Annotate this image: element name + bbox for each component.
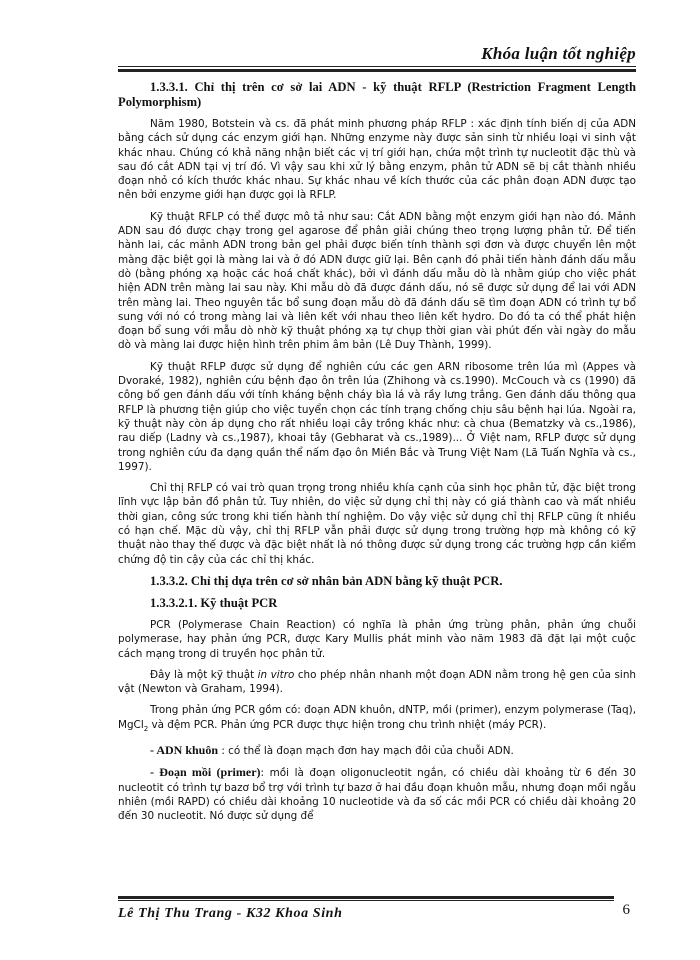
definition-template-dna: : có thể là đoạn mạch đơn hay mạch đôi của chuỗi ADN.: [221, 745, 514, 758]
pcr-components-rest: và đệm PCR. Phản ứng PCR được thực hiện trong chu trình nhiệt (máy PCR).: [151, 718, 547, 731]
header-rule-thick: [118, 69, 636, 72]
definition-primer: : mồi là đoạn oligonucleotit ngắn, có chiều dài khoảng từ 6 đến 30 nucleotit có trình tự bazơ bổ trợ với trình tự bazơ ở hai đầu đoạn khuôn mẫu, nhưng đoạn mồi ngẫu nhiên (mồi RAPD) có chiều dài khoảng 10 nucleotide và đa số các mồi PCR có chiều dài khoảng 20 đến 30 nucleotit. Nó được sử dụng để: [118, 767, 636, 823]
pcr-components-lead: Trong phản ứng PCR gồm có: đoạn ADN khuôn, dNTP, mồi (primer), enzym polymerase (Taq), MgCl: [118, 704, 636, 731]
header-rule-thin: [118, 66, 636, 67]
pcr-invitro-lead: Đây là một kỹ thuật: [150, 668, 255, 681]
document-body: [118, 80, 636, 831]
paragraph-rflp-applications: Kỹ thuật RFLP được sử dụng để nghiên cứu các gen ARN ribosome trên lúa mì (Appes và Dvoraké, 1982), nghiên cứu bệnh đạo ôn trên lúa (Zhihong và cs.1990). McCouch và cs (1990) đã công bố gen đánh dấu với tính kháng bệnh cháy bìa lá và rầy lưng trắng. Gen đánh dấu thông qua RFLP là phương tiện giúp cho việc tuyển chọn các tính trạng chống chịu sâu bệnh hại lúa. Ngoài ra, kỹ thuật này còn áp dụng cho rất nhiều loại cây trồng khác như: cà chua (Bematzky và cs.,1986), rau diếp (Ladny và cs.,1987), khoai tây (Gebharat và cs.,1989)... Ở Việt nam, RFLP được sử dụng trong nghiên cứu đa dạng quần thể nấm đạo ôn Miền Bắc và Trung Việt Nam (Lã Tuấn Nghĩa và cs., 1997).: [118, 360, 636, 473]
section-heading-pcr-markers: 1.3.3.2. Chỉ thị dựa trên cơ sở nhân bản ADN bằng kỹ thuật PCR.: [150, 573, 503, 588]
footer-rule-thin: [118, 900, 614, 901]
paragraph-rflp-technique: Kỹ thuật RFLP có thể được mô tả như sau: Cắt ADN bằng một enzym giới hạn nào đó. Mảnh ADN sau đó được chạy trong gel agarose để phân giải chúng theo trọng lượng phân tử. Để tiến hành lai, các mảnh ADN trong bản gel phải được biến tính thành sợi đơn và được chuyển lên một màng đặc biệt gọi là màng lai và ở đó ADN được giữ lại. Bên cạnh đó phải tiến hành đánh dấu mẫu dò (bằng phóng xạ hoặc các hoá chất khác), bởi vì đánh dấu mẫu dò là nhằm giúp cho việc phát hiện ADN trên màng lai sau này. Khi mẫu dò đã được đánh dấu, nó sẽ được sử dụng để lai với ADN trên màng lai. Theo nguyên tắc bổ sung đoạn mẫu dò đã đánh dấu sẽ tìm đoạn ADN có trình tự bổ sung với nó có trong màng lai và liên kết với nhau theo liên kết hydro. Do đó ta có thể phát hiện đoạn bổ sung với mẫu dò nhờ kỹ thuật phóng xạ tự chụp thời gian vài phút đến vài ngày do mẫu dò và màng lai được hiện hình trên phim âm bản (Lê Duy Thành, 1999).: [118, 210, 636, 352]
pcr-invitro-italic: in vitro: [257, 668, 295, 681]
paragraph-pcr-definition: PCR (Polymerase Chain Reaction) có nghĩa là phản ứng trùng phân, phản ứng chuỗi polymerase, hay phản ứng PCR, được Kary Mullis phát minh vào năm 1983 đã đặt lại một cuộc cách mạng trong di truyền học phân tử.: [118, 618, 636, 660]
section-heading-rflp: 1.3.3.1. Chỉ thị trên cơ sở lai ADN - kỹ thuật RFLP (Restriction Fragment Length Polymorphism): [118, 80, 636, 109]
paragraph-pcr-components: [118, 703, 636, 736]
page-number: 6: [622, 902, 630, 918]
term-primer: - Đoạn mồi (primer): [150, 765, 261, 780]
pcr-invitro-rest: cho phép nhân nhanh một đoạn ADN nằm trong hệ gen của sinh vật (Newton và Graham, 1994).: [118, 668, 636, 696]
list-item-template-dna: [118, 743, 636, 758]
footer-author: Lê Thị Thu Trang - K32 Khoa Sinh: [118, 906, 343, 921]
paragraph-rflp-role: Chỉ thị RFLP có vai trò quan trọng trong nhiều khía cạnh của sinh học phân tử, đặc biệt trong lĩnh vực lập bản đồ phân tử. Tuy nhiên, do việc sử dụng chỉ thị này có giá thành cao và mất nhiều thời gian, công sức trong khi tiến hành thí nghiệm. Do vậy việc sử dụng chỉ thị RFLP cũng ít nhiều có hạn chế. Mặc dù vậy, chỉ thị RFLP vẫn phải được sử dụng trong trường hợp mà không có kỹ thuật nào thay thế được và đặc biệt nhất là nó thông được sử dụng trong các trường hợp cần kiểm chứng độ tin cậy của các chỉ thị khác.: [118, 482, 636, 566]
footer-rule-thick: [118, 896, 614, 899]
mgcl2-subscript: 2: [143, 724, 149, 733]
list-item-primer: [118, 765, 636, 823]
paragraph-rflp-discovery: Năm 1980, Botstein và cs. đã phát minh phương pháp RFLP : xác định tính biến dị của ADN bằng cách sử dụng các enzym giới hạn. Những enzyme này được sản sinh từ nhiều loại vi sinh vật khác nhau. Chúng có khả năng nhận biết các vị trí giới hạn, chứa một trình tự nucleotit đặc thù và sau đó cắt ADN tại vị trí đó. Vì vậy sau khi xử lý bằng enzym, phân tử ADN sẽ bị cắt thành nhiều đoạn nhỏ có kích thước khác nhau. Sự khác nhau về kích thước của các phân đoạn ADN được tạo nên bởi enzyme giới hạn được gọi là RFLP.: [118, 118, 636, 202]
page-header-title: Khóa luận tốt nghiệp: [481, 44, 636, 63]
paragraph-pcr-invitro: [118, 668, 636, 697]
term-template-dna: - ADN khuôn: [150, 743, 219, 758]
section-heading-pcr-technique: 1.3.3.2.1. Kỹ thuật PCR: [150, 595, 278, 610]
